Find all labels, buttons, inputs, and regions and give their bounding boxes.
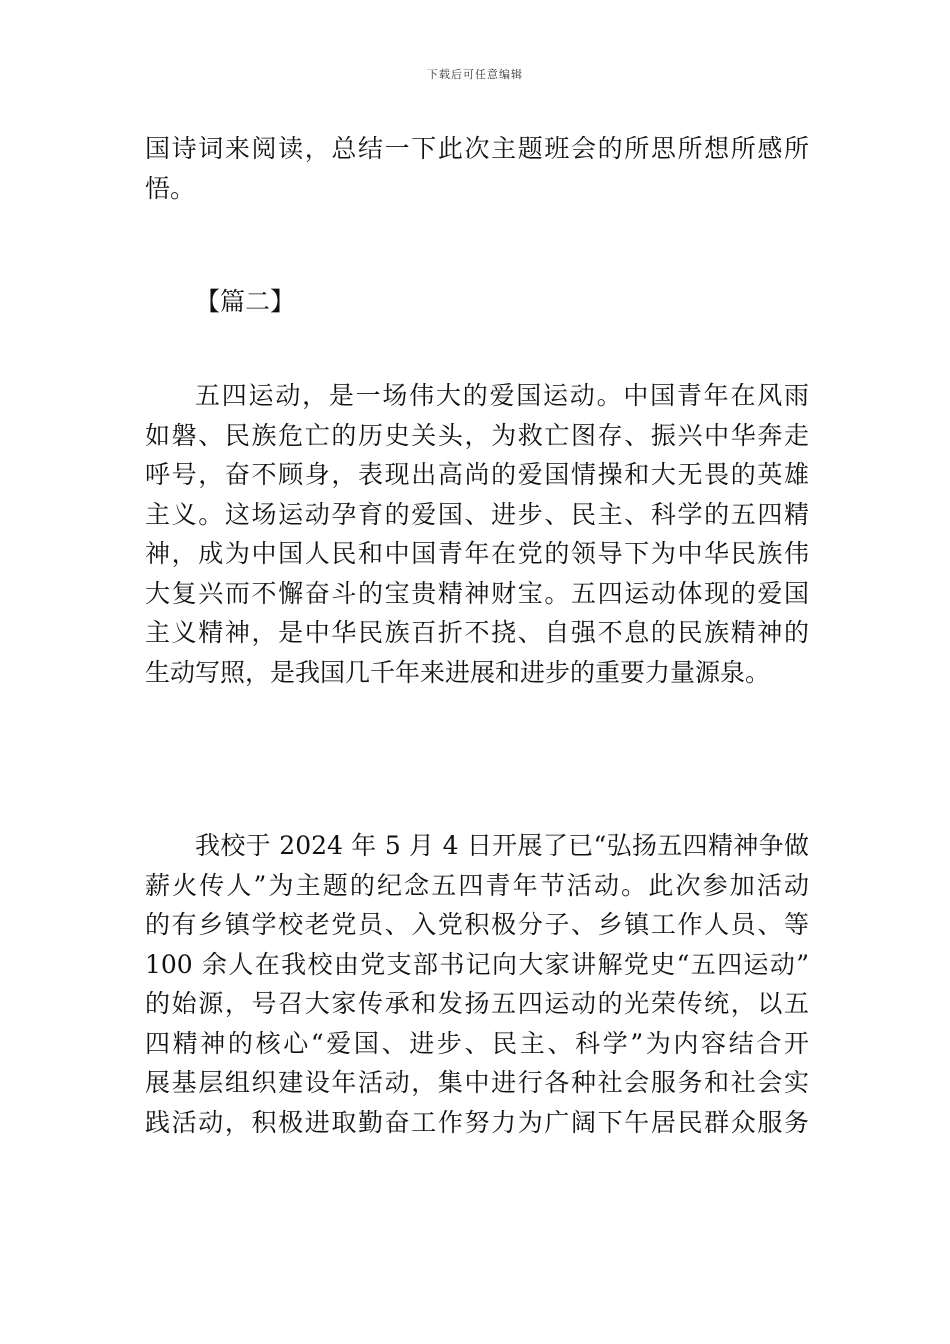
paragraph-line: 主义精神，是中华民族百折不挠、自强不息的民族精神的 [145,618,809,647]
paragraph-line: 呼号，奋不顾身，表现出高尚的爱国情操和大无畏的英雄 [145,460,809,489]
paragraph-line: 薪火传人”为主题的纪念五四青年节活动。此次参加活动 [145,870,809,900]
header-note: 下载后可任意编辑 [427,68,523,81]
paragraph-line: 我校于 2024 年 5 月 4 日开展了已“弘扬五四精神争做 [195,831,809,860]
paragraph-line: 国诗词来阅读，总结一下此次主题班会的所思所想所感所 [145,134,809,163]
paragraph-line: 四精神的核心“爱国、进步、民主、科学”为内容结合开 [145,1028,809,1058]
paragraph-line: 的有乡镇学校老党员、入党积极分子、乡镇工作人员、等 [145,910,809,939]
paragraph-line: 践活动，积极进取勤奋工作努力为广阔下午居民群众服务 [145,1107,809,1137]
paragraph-line: 100 余人在我校由党支部书记向大家讲解党史“五四运动” [145,949,809,979]
paragraph-school-event [145,826,809,1142]
paragraph-line: 五四运动，是一场伟大的爱国运动。中国青年在风雨 [195,381,809,410]
paragraph-line: 神，成为中国人民和中国青年在党的领导下为中华民族伟 [145,539,809,568]
section-heading: 【篇二】 [195,287,296,316]
paragraph-continuation [145,129,809,208]
paragraph-line: 悟。 [145,173,196,203]
paragraph-line: 如磐、民族危亡的历史关头，为救亡图存、振兴中华奔走 [145,420,809,450]
paragraph-line: 生动写照，是我国几千年来进展和进步的重要力量源泉。 [145,657,771,687]
paragraph-line: 大复兴而不懈奋斗的宝贵精神财宝。五四运动体现的爱国 [145,578,809,608]
paragraph-line: 主义。这场运动孕育的爱国、进步、民主、科学的五四精 [145,499,809,529]
paragraph-may-fourth [145,376,809,692]
paragraph-line: 的始源，号召大家传承和发扬五四运动的光荣传统，以五 [145,989,809,1018]
paragraph-line: 展基层组织建设年活动，集中进行各种社会服务和社会实 [145,1068,809,1097]
